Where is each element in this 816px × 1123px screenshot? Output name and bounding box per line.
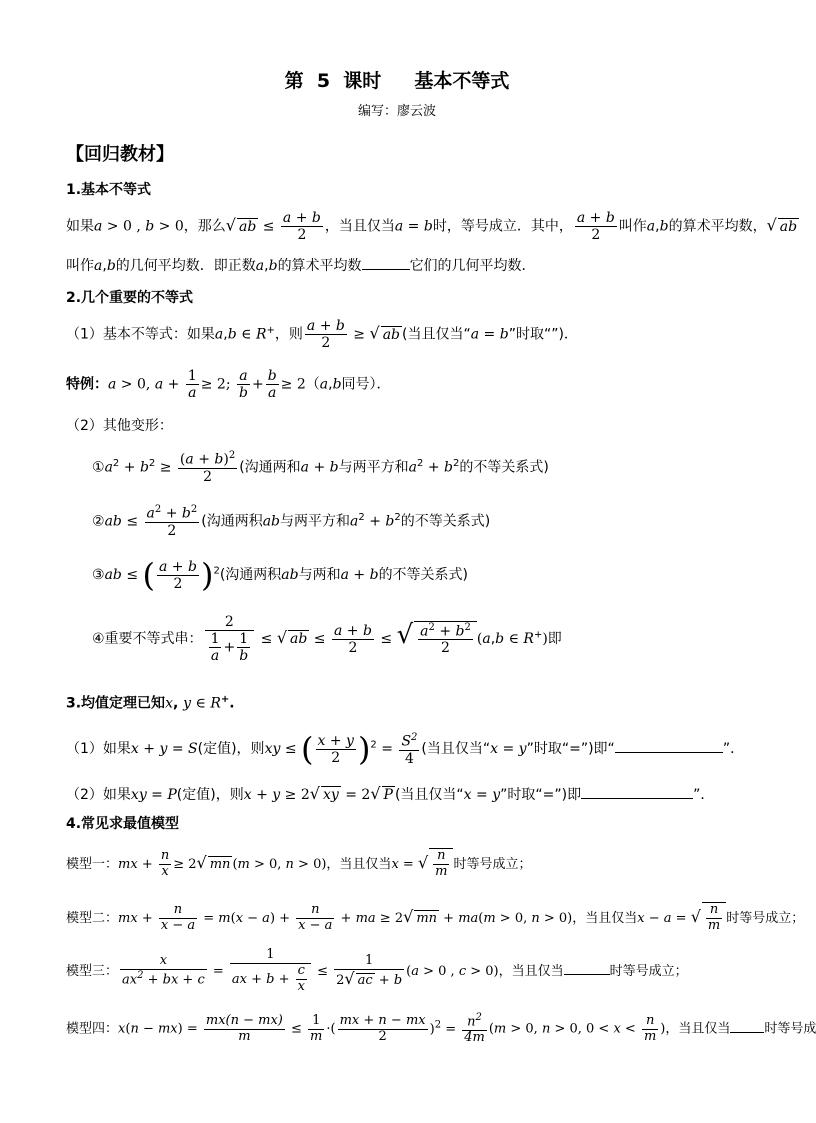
text: （ — [305, 376, 320, 393]
text: 如果 — [66, 218, 94, 235]
text: 与两和 — [298, 567, 341, 584]
fraction: 2 $\frac{1}{a}$ + $\frac{1}{b}$ — [205, 614, 255, 664]
text: ”时取“=”)即 — [500, 787, 582, 803]
fraction: $\frac{a + b}{2}$ — [306, 318, 345, 352]
text: ，当且仅当 — [326, 856, 392, 872]
fraction: $\frac{a + b}{2}$ — [159, 558, 197, 592]
page-title: 第 5 课时 基本不等式 — [284, 70, 510, 92]
text: (沟通两积 — [201, 513, 263, 530]
text: （2）如果 — [66, 787, 131, 803]
answer-blank[interactable] — [730, 1032, 764, 1033]
s3-item-2: （2）如果xy = P(定值)，则x + y ≥ 2√ xy = 2√ P (当且仅当“x = y”时取“=”)即 ”． — [66, 784, 715, 803]
text: 时等号成立； — [609, 963, 688, 979]
fraction: $\frac{mx(n - mx)}{m}$ — [205, 1012, 283, 1044]
text: ，则 — [274, 326, 303, 343]
text: ，那么 — [183, 218, 226, 235]
fraction: $\frac{x + y}{2}$ — [317, 732, 354, 766]
model-4: 模型四：x(n − mx) = $\frac{mx(n - mx)}{m}$ ≤ $\frac{1}{m}$ ·( $\frac{mx + n - mx}{2}$ )$^2$ = $\frac{n^2}{4m}$ (m > 0, n > 0, 0 < x < $\frac{n}{m}$ )，当且仅当 时等号成 — [66, 1012, 816, 1046]
text: 的不等关系式) — [459, 459, 549, 476]
s3-item-1: （1）如果x + y = S(定值)，则xy ≤ ( $\frac{x + y}{2}$ )$^2$ = $\frac{S^2}{4}$ (当且仅当“x = y”时取“=”)即“ ”． — [66, 730, 745, 768]
fraction: $\frac{a + b}{2}$ — [333, 622, 372, 656]
text: 的算术平均数 — [277, 258, 362, 274]
text: (定值)，则 — [176, 787, 244, 803]
text: 同号）． — [341, 376, 391, 393]
heading-important-inequalities: 2.几个重要的不等式 — [66, 290, 194, 306]
text: 模型三： — [66, 963, 119, 979]
text: 3.均值定理已知 — [66, 695, 166, 712]
s2-other-variants: （2）其他变形： — [66, 418, 173, 434]
text: 即 — [547, 631, 562, 648]
fraction: $\frac{n}{x - a}$ — [298, 902, 333, 933]
text: 模型四： — [66, 1021, 119, 1037]
text: (当且仅当“ — [394, 787, 464, 803]
text: 时等号成立； — [453, 856, 532, 872]
answer-blank[interactable] — [362, 269, 410, 270]
fraction: $\frac{1}{a}$ — [187, 368, 197, 402]
answer-blank[interactable] — [615, 752, 723, 753]
text: ”时取“”)． — [508, 326, 578, 343]
heading-extremum-models: 4.常见求最值模型 — [66, 816, 180, 832]
model-3: 模型三： $\frac{x}{ax^2 + bx + c}$ = 1 ax + b + $\frac{c}{x}$ ≤ $\frac{1}{2√ ac + b}$ (a > 0 , c > 0)，当且仅当 时等号成立； — [66, 947, 688, 994]
text: （1）如果 — [66, 741, 131, 758]
variant-2: ②ab ≤ $\frac{a^2 + b^2}{2}$ (沟通两积ab与两平方和$a^2 + b^2$的不等关系式) — [92, 504, 491, 539]
answer-blank[interactable] — [564, 974, 610, 975]
fraction: $\frac{S^2}{4}$ — [401, 731, 418, 767]
fraction: $\frac{a}{b}$ — [239, 368, 248, 402]
text: 的不等关系式) — [378, 567, 469, 584]
text: (当且仅当“ — [402, 326, 471, 343]
model-1: 模型一：mx + $\frac{n}{x}$ ≥ 2√ mn (m > 0, n > 0)，当且仅当x = √ $\frac{n}{m}$ 时等号成立； — [66, 848, 532, 879]
fraction: $\frac{1}{m}$ — [310, 1012, 323, 1044]
text: 时等号成 — [764, 1021, 816, 1037]
text: 模型一： — [66, 856, 119, 872]
text: 它们的几何平均数． — [409, 258, 536, 274]
heading-mean-theorem: 3.均值定理已知x, y ∈ R+. — [66, 694, 235, 712]
text: 的不等关系式) — [400, 513, 491, 530]
text: (定值)，则 — [197, 741, 265, 758]
fraction: $\frac{mx + n - mx}{2}$ — [339, 1012, 426, 1044]
text: 时等号成立； — [726, 910, 805, 926]
s1-line-1: 如果a > 0 , b > 0，那么√ ab ≤ $\frac{a + b}{2}$ ，当且仅当a = b时，等号成立．其中， $\frac{a + b}{2}$ 叫作a,b的算术平均数，√ ab — [66, 210, 798, 244]
fraction: $\frac{n}{m}$ — [643, 1012, 657, 1044]
text: 的算术平均数， — [668, 218, 767, 235]
text: ，当且仅当 — [665, 1021, 731, 1037]
text: (沟通两和 — [239, 459, 301, 476]
text: ”． — [722, 741, 745, 758]
text: 与两平方和 — [338, 459, 409, 476]
fraction: 1 ax + b + $\frac{c}{x}$ — [230, 948, 311, 995]
text: ，当且仅当 — [324, 218, 395, 235]
text: 时，等号成立．其中， — [432, 218, 573, 235]
text: （1）基本不等式：如果 — [66, 326, 215, 343]
fraction: $\frac{x}{ax^2 + bx + c}$ — [122, 953, 205, 988]
variant-4: ④重要不等式串： 2 $\frac{1}{a}$ + $\frac{1}{b}$ ≤ √ ab ≤ $\frac{a + b}{2}$ ≤ √ $\frac{a^2 + b^2}{2}$ (a,b ∈ R+)即 — [92, 614, 562, 665]
fraction: $\frac{n}{x - a}$ — [160, 902, 196, 933]
fraction: $\frac{n^2}{4m}$ — [464, 1012, 485, 1046]
model-2: 模型二：mx + $\frac{n}{x - a}$ = m(x − a) + $\frac{n}{x - a}$ + ma ≥ 2√ mn + ma(m > 0, n > 0)，当且仅当x − a = √ $\frac{n}{m}$ 时等号成立； — [66, 902, 805, 933]
fraction: $\frac{a^2 + b^2}{2}$ — [146, 504, 198, 539]
text: 叫作 — [618, 218, 647, 235]
fraction: $\frac{a + b}{2}$ — [282, 210, 321, 244]
s2-item-1: （1）基本不等式：如果a,b ∈ R+，则 $\frac{a + b}{2}$ ≥ √ ab (当且仅当“a = b”时取“”)． — [66, 318, 578, 352]
text: ④重要不等式串： — [92, 631, 203, 648]
text: 叫作 — [66, 258, 94, 274]
variant-1: $①a^2 + b^2$ ≥ $\frac{(a + b)^2}{2}$ (沟通两和a + b与两平方和$a^2 + b^2$的不等关系式) — [92, 450, 549, 485]
fraction: $\frac{(a + b)^2}{2}$ — [179, 450, 236, 485]
fraction: $\frac{1}{2√ ac + b}$ — [336, 952, 403, 988]
fraction: $\frac{n}{x}$ — [160, 848, 170, 879]
text: 与两平方和 — [280, 513, 351, 530]
s2-special-case: 特例：a > 0, a + $\frac{1}{a}$ ≥ 2; $\frac{a}{b}$ + $\frac{b}{a}$ ≥ 2（a,b同号）． — [66, 368, 391, 402]
answer-blank[interactable] — [581, 798, 693, 799]
fraction: $\frac{b}{a}$ — [267, 368, 277, 402]
text: ，当且仅当 — [572, 910, 638, 926]
text: 特例： — [66, 376, 108, 393]
text: 的几何平均数．即正数 — [115, 258, 256, 274]
author-line: 编写：廖云波 — [357, 104, 436, 119]
fraction: $\frac{a + b}{2}$ — [576, 210, 615, 244]
variant-3: ③ab ≤ ( $\frac{a + b}{2}$ )$^2$(沟通两积ab与两和a + b的不等关系式) — [92, 556, 469, 594]
text: (当且仅当“ — [421, 741, 491, 758]
section-heading-back-to-textbook: 【回归教材】 — [66, 144, 174, 165]
text: ，当且仅当 — [498, 963, 564, 979]
text: 模型二： — [66, 910, 119, 926]
text: (沟通两积 — [219, 567, 282, 584]
s1-line-2: 叫作a,b的几何平均数．即正数a,b的算术平均数 它们的几何平均数． — [66, 258, 536, 274]
text: ”时取“=”)即“ — [526, 741, 615, 758]
text: ”． — [693, 787, 715, 803]
heading-basic-inequality: 1.基本不等式 — [66, 182, 152, 198]
